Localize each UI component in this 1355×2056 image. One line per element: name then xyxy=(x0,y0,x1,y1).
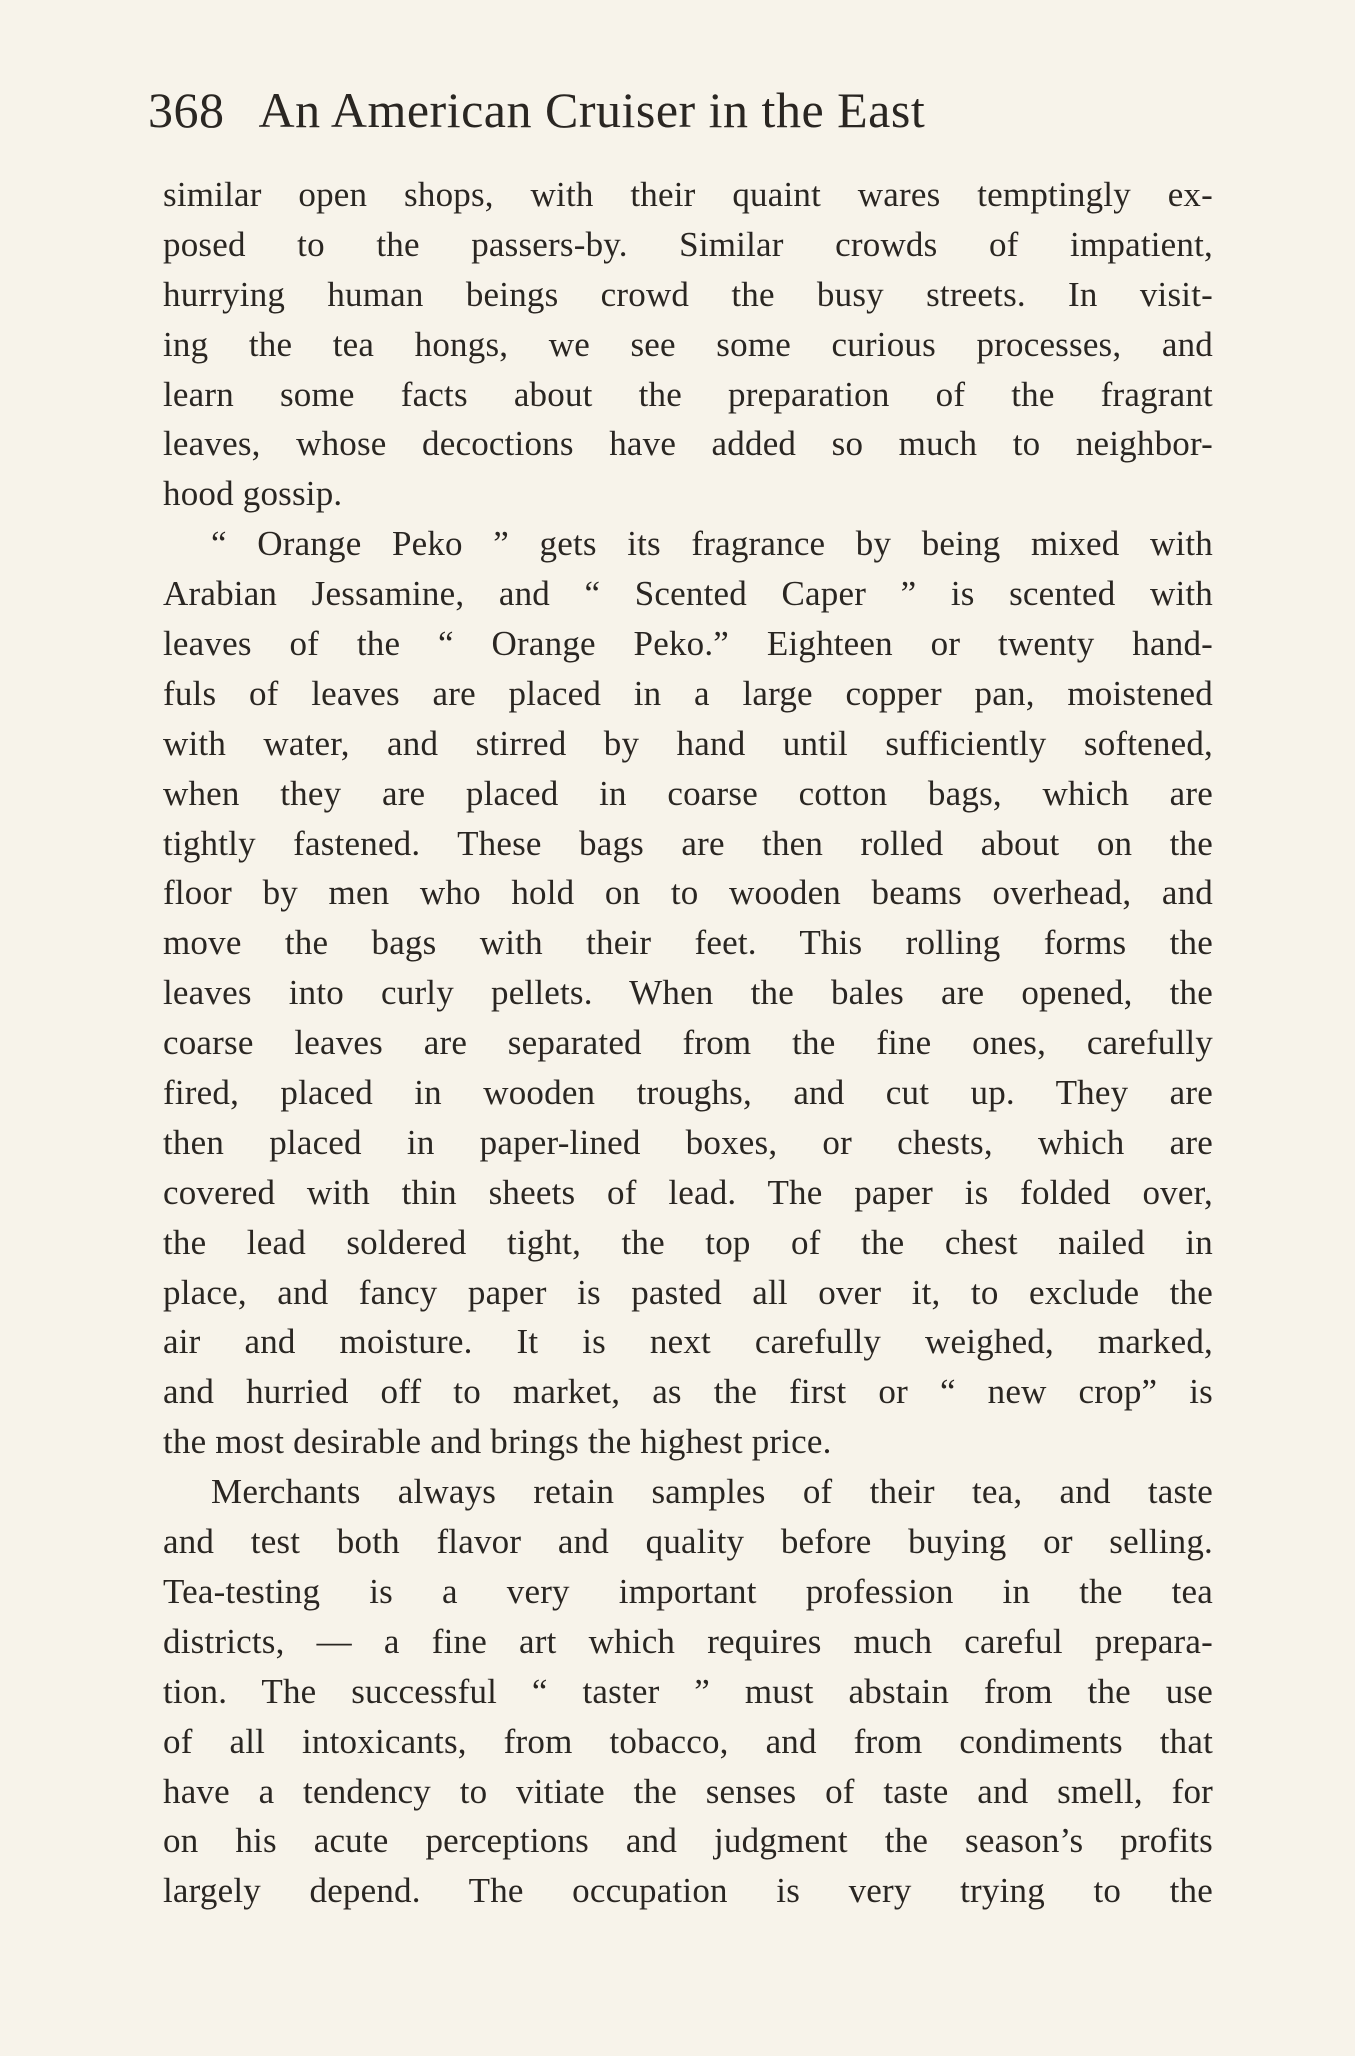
text-line: fired, placed in wooden troughs, and cut up. They are xyxy=(163,1073,1213,1113)
text-line: the most desirable and brings the highest price. xyxy=(163,1422,832,1462)
text-line: leaves, whose decoctions have added so much to neighbor- xyxy=(163,424,1213,464)
text-line: largely depend. The occupation is very trying to the xyxy=(163,1871,1213,1911)
text-line: Arabian Jessamine, and “ Scented Caper ” is scented with xyxy=(163,574,1213,614)
text-line: on his acute perceptions and judgment the season’s profits xyxy=(163,1821,1213,1861)
text-line: Merchants always retain samples of their tea, and taste xyxy=(211,1472,1213,1512)
text-line: floor by men who hold on to wooden beams overhead, and xyxy=(163,873,1213,913)
page-number: 368 xyxy=(148,82,225,138)
text-line: with water, and stirred by hand until sufficiently softened, xyxy=(163,723,1213,763)
text-line: posed to the passers-by. Similar crowds of impatient, xyxy=(163,224,1213,264)
text-line: Tea-testing is a very important profession in the tea xyxy=(163,1571,1213,1611)
text-line: hood gossip. xyxy=(163,474,343,514)
page-header xyxy=(148,70,1208,150)
text-line: when they are placed in coarse cotton bags, which are xyxy=(163,773,1213,813)
text-line: tightly fastened. These bags are then rolled about on the xyxy=(163,823,1213,863)
text-line: “ Orange Peko ” gets its fragrance by being mixed with xyxy=(211,524,1213,564)
text-line: have a tendency to vitiate the senses of taste and smell, for xyxy=(163,1771,1213,1811)
text-line: then placed in paper-lined boxes, or chests, which are xyxy=(163,1122,1213,1162)
text-line: and hurried off to market, as the first or “ new crop” is xyxy=(163,1372,1213,1412)
text-line: leaves of the “ Orange Peko.” Eighteen or twenty hand- xyxy=(163,624,1213,664)
text-line: leaves into curly pellets. When the bales are opened, the xyxy=(163,973,1213,1013)
text-line: hurrying human beings crowd the busy streets. In visit- xyxy=(163,274,1213,314)
text-line: coarse leaves are separated from the fine ones, carefully xyxy=(163,1023,1213,1063)
running-head: An American Cruiser in the East xyxy=(258,82,926,138)
text-line: tion. The successful “ taster ” must abstain from the use xyxy=(163,1671,1213,1711)
body-text xyxy=(163,170,1213,1916)
text-line: similar open shops, with their quaint wares temptingly ex- xyxy=(163,175,1213,214)
text-line: ing the tea hongs, we see some curious processes, and xyxy=(163,324,1213,364)
text-line: of all intoxicants, from tobacco, and from condiments that xyxy=(163,1721,1213,1761)
text-line: covered with thin sheets of lead. The paper is folded over, xyxy=(163,1172,1213,1212)
text-line: and test both flavor and quality before buying or selling. xyxy=(163,1522,1213,1562)
text-line: districts, — a fine art which requires much careful prepara- xyxy=(163,1621,1213,1661)
text-line: the lead soldered tight, the top of the chest nailed in xyxy=(163,1222,1213,1262)
text-line: place, and fancy paper is pasted all over it, to exclude the xyxy=(163,1272,1213,1312)
text-line: air and moisture. It is next carefully weighed, marked, xyxy=(163,1322,1213,1362)
text-line: fuls of leaves are placed in a large copper pan, moistened xyxy=(163,673,1213,713)
text-line: learn some facts about the preparation of the fragrant xyxy=(163,374,1213,414)
text-line: move the bags with their feet. This rolling forms the xyxy=(163,923,1213,963)
